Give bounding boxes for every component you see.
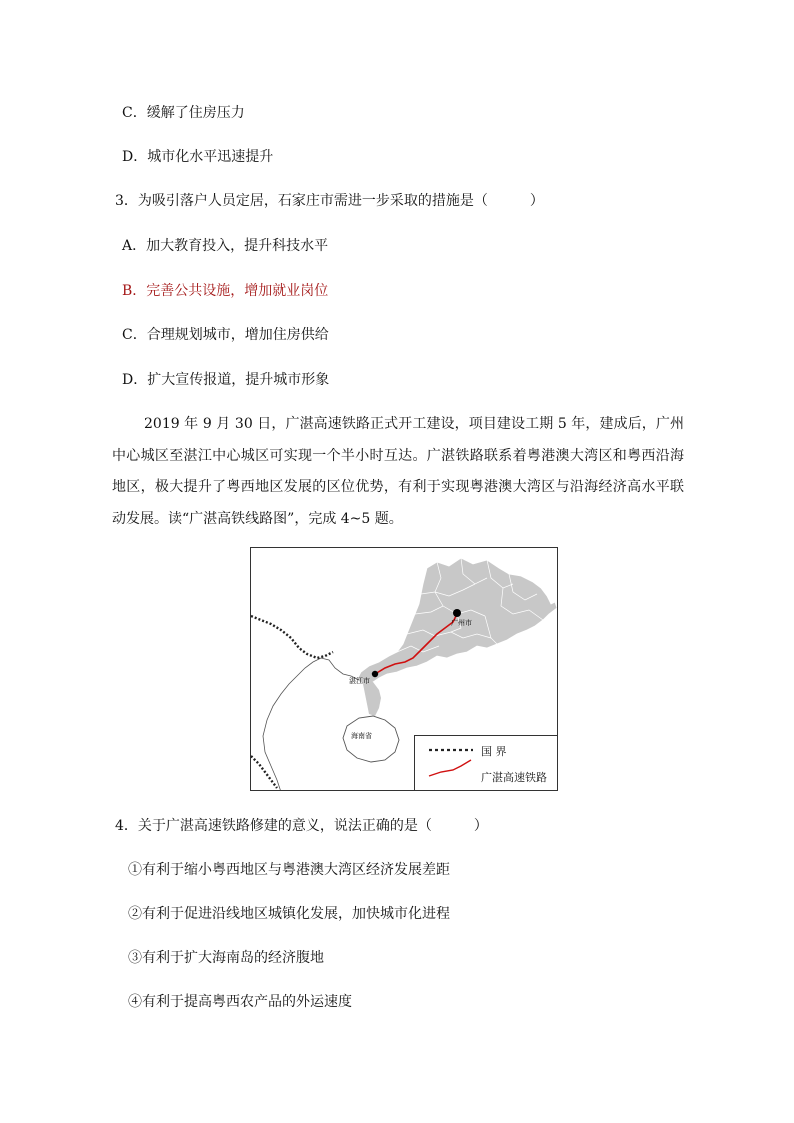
legend-railway-symbol <box>429 760 471 776</box>
q4-stem: 4．关于广湛高速铁路修建的意义，说法正确的是（ ） <box>115 818 488 834</box>
hainan-label: 海南省 <box>351 732 372 740</box>
leizhou-peninsula <box>363 682 381 716</box>
q3-option-b: B．完善公共设施，增加就业岗位 <box>122 283 329 299</box>
zhanjiang-label: 湛江市 <box>349 677 370 685</box>
national-border <box>251 616 333 658</box>
passage <box>112 409 684 535</box>
guangzhou-label: 广州市 <box>451 619 472 627</box>
legend-border-label: 国 界 <box>481 745 507 758</box>
national-border-south <box>251 756 277 788</box>
coastline-west <box>263 658 359 791</box>
zhanjiang-dot <box>372 671 378 677</box>
q3-option-c: C．合理规划城市，增加住房供给 <box>122 327 329 343</box>
guangzhou-dot <box>453 609 461 617</box>
q3-stem: 3．为吸引落户人员定居，石家庄市需进一步采取的措施是（ ） <box>115 193 544 209</box>
q4-item-4: ④有利于提高粤西农产品的外运速度 <box>128 994 352 1010</box>
q3-option-a: A．加大教育投入，提升科技水平 <box>122 238 329 254</box>
q2-option-c: C．缓解了住房压力 <box>122 105 245 121</box>
guangdong-province <box>357 558 557 704</box>
q4-item-3: ③有利于扩大海南岛的经济腹地 <box>128 950 324 966</box>
q4-item-1: ①有利于缩小粤西地区与粤港澳大湾区经济发展差距 <box>128 862 450 878</box>
map-legend <box>414 735 558 791</box>
q4-item-2: ②有利于促进沿线地区城镇化发展，加快城市化进程 <box>128 906 450 922</box>
railway-map <box>250 547 558 791</box>
legend-railway-label: 广湛高速铁路 <box>481 771 547 784</box>
q2-option-d: D．城市化水平迅速提升 <box>122 149 274 165</box>
passage-text: 2019 年 9 月 30 日，广湛高速铁路正式开工建设，项目建设工期 5 年，建成后，广州中心城区至湛江中心城区可实现一个半小时互达。广湛铁路联系着粤港澳大湾区和粤西沿海地区，极大提升了粤西地区发展的区位优势，有利于实现粤港澳大湾区与沿海经济高水平联动发展。读“广湛高铁线路图”，完成 4~5 题。 <box>112 416 684 527</box>
q3-option-d: D．扩大宣传报道，提升城市形象 <box>122 372 330 388</box>
